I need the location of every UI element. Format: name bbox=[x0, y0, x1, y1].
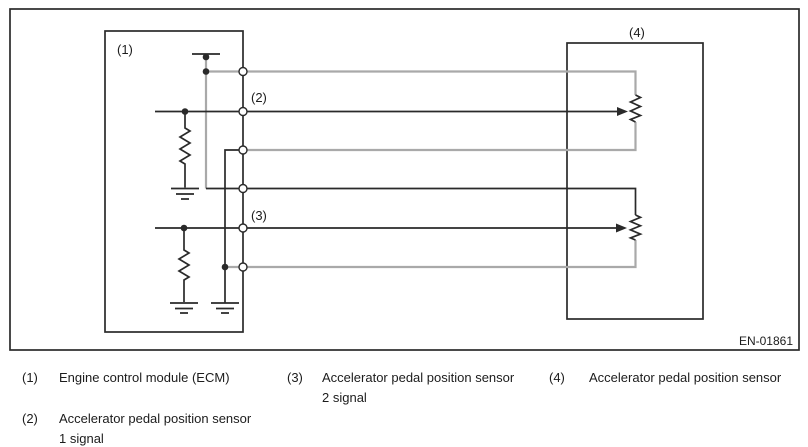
legend-number: (4) bbox=[549, 370, 565, 385]
legend-item-3 bbox=[287, 368, 514, 408]
legend-label-line: Accelerator pedal position sensor bbox=[589, 370, 782, 385]
connector-pin bbox=[239, 68, 247, 76]
arrow-icon bbox=[617, 107, 628, 116]
legend-number: (3) bbox=[287, 370, 303, 385]
connector-pin bbox=[239, 146, 247, 154]
junction-dot bbox=[203, 68, 210, 75]
callout-4: (4) bbox=[629, 25, 645, 40]
ground-icon bbox=[170, 303, 198, 313]
resistor-icon bbox=[180, 112, 190, 188]
potentiometer-icon bbox=[631, 95, 641, 122]
junction-dot bbox=[181, 225, 188, 232]
wire-return-sensor1 bbox=[243, 122, 636, 150]
wire-return-sensor2 bbox=[225, 240, 636, 267]
legend-item-2 bbox=[22, 409, 251, 447]
connector-pin bbox=[239, 185, 247, 193]
outer-border bbox=[10, 9, 799, 350]
potentiometer-icon bbox=[631, 215, 641, 240]
ground-icon bbox=[211, 303, 239, 313]
callout-2: (2) bbox=[251, 90, 267, 105]
legend-label bbox=[59, 409, 251, 447]
legend-label-line: Accelerator pedal position sensor bbox=[59, 411, 252, 426]
legend-label bbox=[589, 368, 781, 388]
wire-supply-sensor2 bbox=[206, 189, 636, 216]
legend-item-4 bbox=[549, 368, 781, 388]
legend-label-line: Engine control module (ECM) bbox=[59, 370, 230, 385]
legend-item-1 bbox=[22, 368, 230, 388]
arrow-icon bbox=[616, 224, 627, 233]
connector-pin bbox=[239, 224, 247, 232]
callout-3: (3) bbox=[251, 208, 267, 223]
legend-number: (1) bbox=[22, 370, 38, 385]
legend-number: (2) bbox=[22, 411, 38, 426]
resistor-icon bbox=[179, 228, 189, 302]
callout-1: (1) bbox=[117, 42, 133, 57]
junction-dot bbox=[222, 264, 229, 271]
figure-id: EN-01861 bbox=[738, 334, 793, 348]
ground-icon bbox=[171, 189, 199, 200]
legend-label bbox=[322, 368, 514, 408]
junction-dot bbox=[203, 54, 210, 61]
legend-label bbox=[59, 368, 230, 388]
junction-dot bbox=[182, 108, 189, 115]
connector-pin bbox=[239, 108, 247, 116]
connector-pin bbox=[239, 263, 247, 271]
ecm-box bbox=[105, 31, 243, 332]
legend-label-line: 2 signal bbox=[322, 390, 367, 405]
legend-label-line: Accelerator pedal position sensor bbox=[322, 370, 515, 385]
wire-supply-sensor1 bbox=[206, 72, 636, 96]
legend-label-line: 1 signal bbox=[59, 431, 104, 446]
